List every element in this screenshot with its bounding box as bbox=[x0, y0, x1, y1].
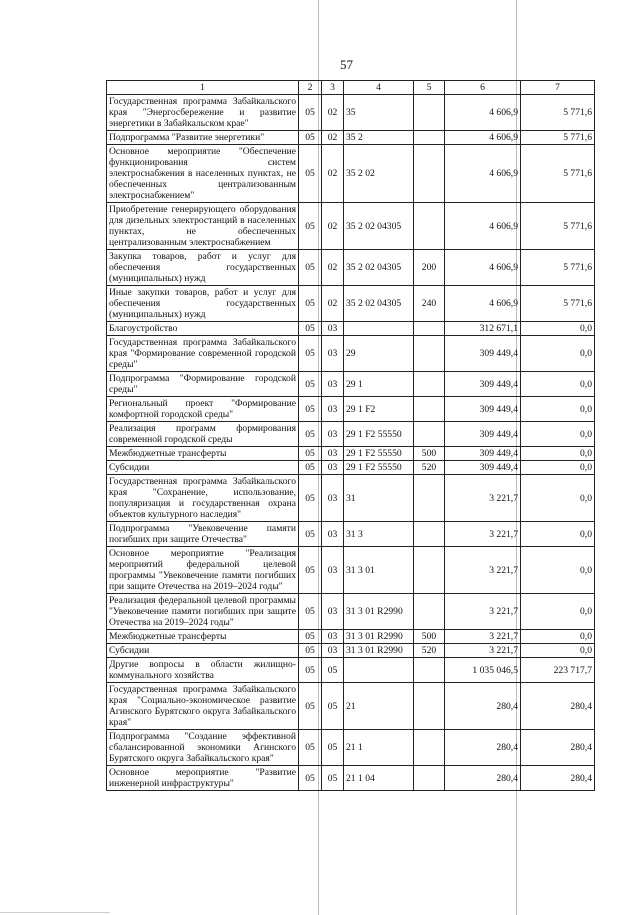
row-expense-type: 520 bbox=[414, 644, 445, 658]
row-sum-year2: 0,0 bbox=[521, 422, 595, 447]
row-sum-year1: 309 449,4 bbox=[445, 336, 521, 372]
table-row bbox=[107, 250, 595, 286]
row-razdel: 05 bbox=[299, 630, 322, 644]
row-expense-type bbox=[414, 372, 445, 397]
row-razdel: 05 bbox=[299, 422, 322, 447]
row-razdel: 05 bbox=[299, 131, 322, 145]
table-row bbox=[107, 95, 595, 131]
row-razdel: 05 bbox=[299, 397, 322, 422]
row-expense-type: 520 bbox=[414, 461, 445, 475]
row-razdel: 05 bbox=[299, 145, 322, 203]
row-name: Субсидии bbox=[107, 461, 299, 475]
row-expense-type bbox=[414, 131, 445, 145]
row-sum-year1: 3 221,7 bbox=[445, 594, 521, 630]
row-sum-year2: 0,0 bbox=[521, 461, 595, 475]
row-expense-type: 240 bbox=[414, 286, 445, 322]
row-sum-year2: 0,0 bbox=[521, 322, 595, 336]
row-target-code: 35 2 02 bbox=[344, 145, 414, 203]
row-sum-year2: 280,4 bbox=[521, 766, 595, 791]
row-target-code bbox=[344, 658, 414, 683]
row-razdel: 05 bbox=[299, 203, 322, 250]
row-sum-year2: 5 771,6 bbox=[521, 250, 595, 286]
row-target-code: 21 bbox=[344, 683, 414, 730]
row-podrazdel: 03 bbox=[322, 475, 344, 522]
table-row bbox=[107, 131, 595, 145]
row-podrazdel: 02 bbox=[322, 95, 344, 131]
budget-table bbox=[106, 80, 595, 791]
row-sum-year1: 312 671,1 bbox=[445, 322, 521, 336]
row-name: Государственная программа Забайкальского края "Энергосбережение и развитие энергетики в Забайкальском крае" bbox=[107, 95, 299, 131]
row-podrazdel: 03 bbox=[322, 547, 344, 594]
row-name: Региональный проект "Формирование комфортной городской среды" bbox=[107, 397, 299, 422]
row-name: Подпрограмма "Увековечение памяти погибших при защите Отечества" bbox=[107, 522, 299, 547]
header-row bbox=[107, 81, 595, 95]
row-expense-type bbox=[414, 336, 445, 372]
row-sum-year1: 4 606,9 bbox=[445, 95, 521, 131]
table-row bbox=[107, 730, 595, 766]
row-sum-year2: 5 771,6 bbox=[521, 203, 595, 250]
row-target-code: 29 1 F2 55550 bbox=[344, 422, 414, 447]
row-sum-year1: 309 449,4 bbox=[445, 461, 521, 475]
row-sum-year2: 0,0 bbox=[521, 372, 595, 397]
row-sum-year2: 0,0 bbox=[521, 336, 595, 372]
row-sum-year2: 5 771,6 bbox=[521, 286, 595, 322]
row-sum-year2: 0,0 bbox=[521, 594, 595, 630]
row-razdel: 05 bbox=[299, 658, 322, 683]
row-target-code: 31 3 01 R2990 bbox=[344, 644, 414, 658]
col-header: 2 bbox=[299, 81, 322, 95]
row-razdel: 05 bbox=[299, 95, 322, 131]
row-razdel: 05 bbox=[299, 766, 322, 791]
row-name: Подпрограмма "Развитие энергетики" bbox=[107, 131, 299, 145]
row-podrazdel: 02 bbox=[322, 131, 344, 145]
row-sum-year1: 1 035 046,5 bbox=[445, 658, 521, 683]
row-expense-type bbox=[414, 145, 445, 203]
row-sum-year2: 0,0 bbox=[521, 547, 595, 594]
row-sum-year2: 5 771,6 bbox=[521, 95, 595, 131]
row-podrazdel: 05 bbox=[322, 683, 344, 730]
row-razdel: 05 bbox=[299, 250, 322, 286]
row-name: Благоустройство bbox=[107, 322, 299, 336]
col-header: 1 bbox=[107, 81, 299, 95]
row-expense-type bbox=[414, 322, 445, 336]
row-target-code bbox=[344, 322, 414, 336]
row-target-code: 35 2 bbox=[344, 131, 414, 145]
row-sum-year2: 280,4 bbox=[521, 683, 595, 730]
table-row bbox=[107, 658, 595, 683]
row-name: Межбюджетные трансферты bbox=[107, 630, 299, 644]
row-sum-year2: 280,4 bbox=[521, 730, 595, 766]
row-sum-year1: 280,4 bbox=[445, 766, 521, 791]
row-sum-year2: 0,0 bbox=[521, 630, 595, 644]
row-razdel: 05 bbox=[299, 644, 322, 658]
table-row bbox=[107, 286, 595, 322]
row-podrazdel: 02 bbox=[322, 286, 344, 322]
row-sum-year1: 3 221,7 bbox=[445, 644, 521, 658]
row-target-code: 29 1 F2 bbox=[344, 397, 414, 422]
row-sum-year1: 4 606,9 bbox=[445, 286, 521, 322]
row-name: Реализация федеральной целевой программы "Увековечение памяти погибших при защите Отечества на 2019–2024 годы" bbox=[107, 594, 299, 630]
row-name: Закупка товаров, работ и услуг для обеспечения государственных (муниципальных) нужд bbox=[107, 250, 299, 286]
row-podrazdel: 03 bbox=[322, 630, 344, 644]
row-target-code: 29 bbox=[344, 336, 414, 372]
row-podrazdel: 03 bbox=[322, 594, 344, 630]
table-row bbox=[107, 461, 595, 475]
row-name: Приобретение генерирующего оборудования для дизельных электростанций в населенных пунктах, не обеспеченных централизованным электроснабжением bbox=[107, 203, 299, 250]
row-name: Субсидии bbox=[107, 644, 299, 658]
table-row bbox=[107, 475, 595, 522]
row-sum-year1: 4 606,9 bbox=[445, 145, 521, 203]
row-target-code: 35 2 02 04305 bbox=[344, 286, 414, 322]
row-expense-type bbox=[414, 522, 445, 547]
table-row bbox=[107, 397, 595, 422]
row-target-code: 29 1 F2 55550 bbox=[344, 461, 414, 475]
row-sum-year2: 5 771,6 bbox=[521, 145, 595, 203]
table-row bbox=[107, 372, 595, 397]
row-podrazdel: 05 bbox=[322, 730, 344, 766]
row-expense-type bbox=[414, 422, 445, 447]
row-podrazdel: 05 bbox=[322, 658, 344, 683]
row-razdel: 05 bbox=[299, 372, 322, 397]
row-podrazdel: 03 bbox=[322, 422, 344, 447]
table-row bbox=[107, 322, 595, 336]
table-row bbox=[107, 447, 595, 461]
row-sum-year1: 3 221,7 bbox=[445, 630, 521, 644]
row-sum-year1: 3 221,7 bbox=[445, 522, 521, 547]
row-target-code: 21 1 bbox=[344, 730, 414, 766]
col-header: 5 bbox=[414, 81, 445, 95]
row-sum-year1: 309 449,4 bbox=[445, 422, 521, 447]
row-podrazdel: 03 bbox=[322, 447, 344, 461]
row-sum-year1: 280,4 bbox=[445, 730, 521, 766]
row-podrazdel: 05 bbox=[322, 766, 344, 791]
row-name: Подпрограмма "Формирование городской среды" bbox=[107, 372, 299, 397]
row-podrazdel: 03 bbox=[322, 397, 344, 422]
row-razdel: 05 bbox=[299, 683, 322, 730]
row-podrazdel: 03 bbox=[322, 522, 344, 547]
row-name: Другие вопросы в области жилищно-коммунального хозяйства bbox=[107, 658, 299, 683]
table-row bbox=[107, 203, 595, 250]
row-sum-year2: 0,0 bbox=[521, 522, 595, 547]
row-podrazdel: 03 bbox=[322, 322, 344, 336]
row-expense-type bbox=[414, 95, 445, 131]
row-sum-year2: 0,0 bbox=[521, 475, 595, 522]
row-sum-year1: 309 449,4 bbox=[445, 397, 521, 422]
row-expense-type bbox=[414, 203, 445, 250]
row-name: Государственная программа Забайкальского края "Сохранение, использование, популяризация и государственная охрана объектов культурного наследия" bbox=[107, 475, 299, 522]
row-razdel: 05 bbox=[299, 286, 322, 322]
table-row bbox=[107, 522, 595, 547]
table-row bbox=[107, 594, 595, 630]
col-header: 6 bbox=[445, 81, 521, 95]
table-row bbox=[107, 766, 595, 791]
row-name: Реализация программ формирования современной городской среды bbox=[107, 422, 299, 447]
row-razdel: 05 bbox=[299, 594, 322, 630]
row-target-code: 31 bbox=[344, 475, 414, 522]
row-expense-type bbox=[414, 594, 445, 630]
row-podrazdel: 03 bbox=[322, 372, 344, 397]
table-row bbox=[107, 145, 595, 203]
table-row bbox=[107, 644, 595, 658]
row-sum-year1: 3 221,7 bbox=[445, 547, 521, 594]
col-header: 7 bbox=[521, 81, 595, 95]
row-podrazdel: 03 bbox=[322, 644, 344, 658]
row-razdel: 05 bbox=[299, 730, 322, 766]
col-header: 3 bbox=[322, 81, 344, 95]
row-razdel: 05 bbox=[299, 461, 322, 475]
row-podrazdel: 03 bbox=[322, 461, 344, 475]
row-expense-type: 200 bbox=[414, 250, 445, 286]
row-name: Основное мероприятие "Развитие инженерной инфраструктуры" bbox=[107, 766, 299, 791]
row-target-code: 29 1 bbox=[344, 372, 414, 397]
row-podrazdel: 02 bbox=[322, 250, 344, 286]
row-target-code: 21 1 04 bbox=[344, 766, 414, 791]
scan-edge-line bbox=[0, 912, 110, 913]
row-sum-year1: 309 449,4 bbox=[445, 372, 521, 397]
row-target-code: 35 2 02 04305 bbox=[344, 203, 414, 250]
row-expense-type bbox=[414, 547, 445, 594]
row-expense-type bbox=[414, 683, 445, 730]
row-podrazdel: 02 bbox=[322, 145, 344, 203]
row-sum-year2: 0,0 bbox=[521, 397, 595, 422]
row-sum-year1: 3 221,7 bbox=[445, 475, 521, 522]
row-podrazdel: 03 bbox=[322, 336, 344, 372]
table-row bbox=[107, 630, 595, 644]
row-razdel: 05 bbox=[299, 475, 322, 522]
page-number: 57 bbox=[340, 57, 353, 72]
row-razdel: 05 bbox=[299, 447, 322, 461]
row-name: Государственная программа Забайкальского края "Социально-экономическое развитие Агинского Бурятского округа Забайкальского края" bbox=[107, 683, 299, 730]
row-sum-year2: 0,0 bbox=[521, 644, 595, 658]
row-sum-year2: 5 771,6 bbox=[521, 131, 595, 145]
row-expense-type: 500 bbox=[414, 447, 445, 461]
row-razdel: 05 bbox=[299, 336, 322, 372]
row-expense-type bbox=[414, 766, 445, 791]
col-header: 4 bbox=[344, 81, 414, 95]
row-sum-year1: 4 606,9 bbox=[445, 203, 521, 250]
row-target-code: 29 1 F2 55550 bbox=[344, 447, 414, 461]
row-sum-year2: 0,0 bbox=[521, 447, 595, 461]
row-expense-type bbox=[414, 475, 445, 522]
row-sum-year1: 4 606,9 bbox=[445, 250, 521, 286]
row-razdel: 05 bbox=[299, 547, 322, 594]
row-sum-year2: 223 717,7 bbox=[521, 658, 595, 683]
table-row bbox=[107, 422, 595, 447]
row-name: Государственная программа Забайкальского края "Формирование современной городской среды" bbox=[107, 336, 299, 372]
row-razdel: 05 bbox=[299, 522, 322, 547]
table-row bbox=[107, 336, 595, 372]
row-name: Иные закупки товаров, работ и услуг для обеспечения государственных (муниципальных) нужд bbox=[107, 286, 299, 322]
row-target-code: 31 3 01 R2990 bbox=[344, 594, 414, 630]
row-razdel: 05 bbox=[299, 322, 322, 336]
row-expense-type bbox=[414, 658, 445, 683]
row-name: Межбюджетные трансферты bbox=[107, 447, 299, 461]
row-name: Основное мероприятие "Обеспечение функционирования систем электроснабжения в населенных пунктах, не обеспеченных централизованным электроснабжением" bbox=[107, 145, 299, 203]
row-podrazdel: 02 bbox=[322, 203, 344, 250]
row-sum-year1: 309 449,4 bbox=[445, 447, 521, 461]
row-target-code: 35 bbox=[344, 95, 414, 131]
row-target-code: 31 3 01 bbox=[344, 547, 414, 594]
row-target-code: 31 3 bbox=[344, 522, 414, 547]
row-expense-type bbox=[414, 730, 445, 766]
row-name: Подпрограмма "Создание эффективной сбалансированной экономики Агинского Бурятского округа Забайкальского края" bbox=[107, 730, 299, 766]
row-target-code: 31 3 01 R2990 bbox=[344, 630, 414, 644]
row-name: Основное мероприятие "Реализация мероприятий федеральной целевой программы "Увековечение памяти погибших при защите Отечества на 2019–2024 годы" bbox=[107, 547, 299, 594]
table-row bbox=[107, 683, 595, 730]
table-row bbox=[107, 547, 595, 594]
row-expense-type bbox=[414, 397, 445, 422]
row-sum-year1: 4 606,9 bbox=[445, 131, 521, 145]
row-target-code: 35 2 02 04305 bbox=[344, 250, 414, 286]
row-sum-year1: 280,4 bbox=[445, 683, 521, 730]
row-expense-type: 500 bbox=[414, 630, 445, 644]
